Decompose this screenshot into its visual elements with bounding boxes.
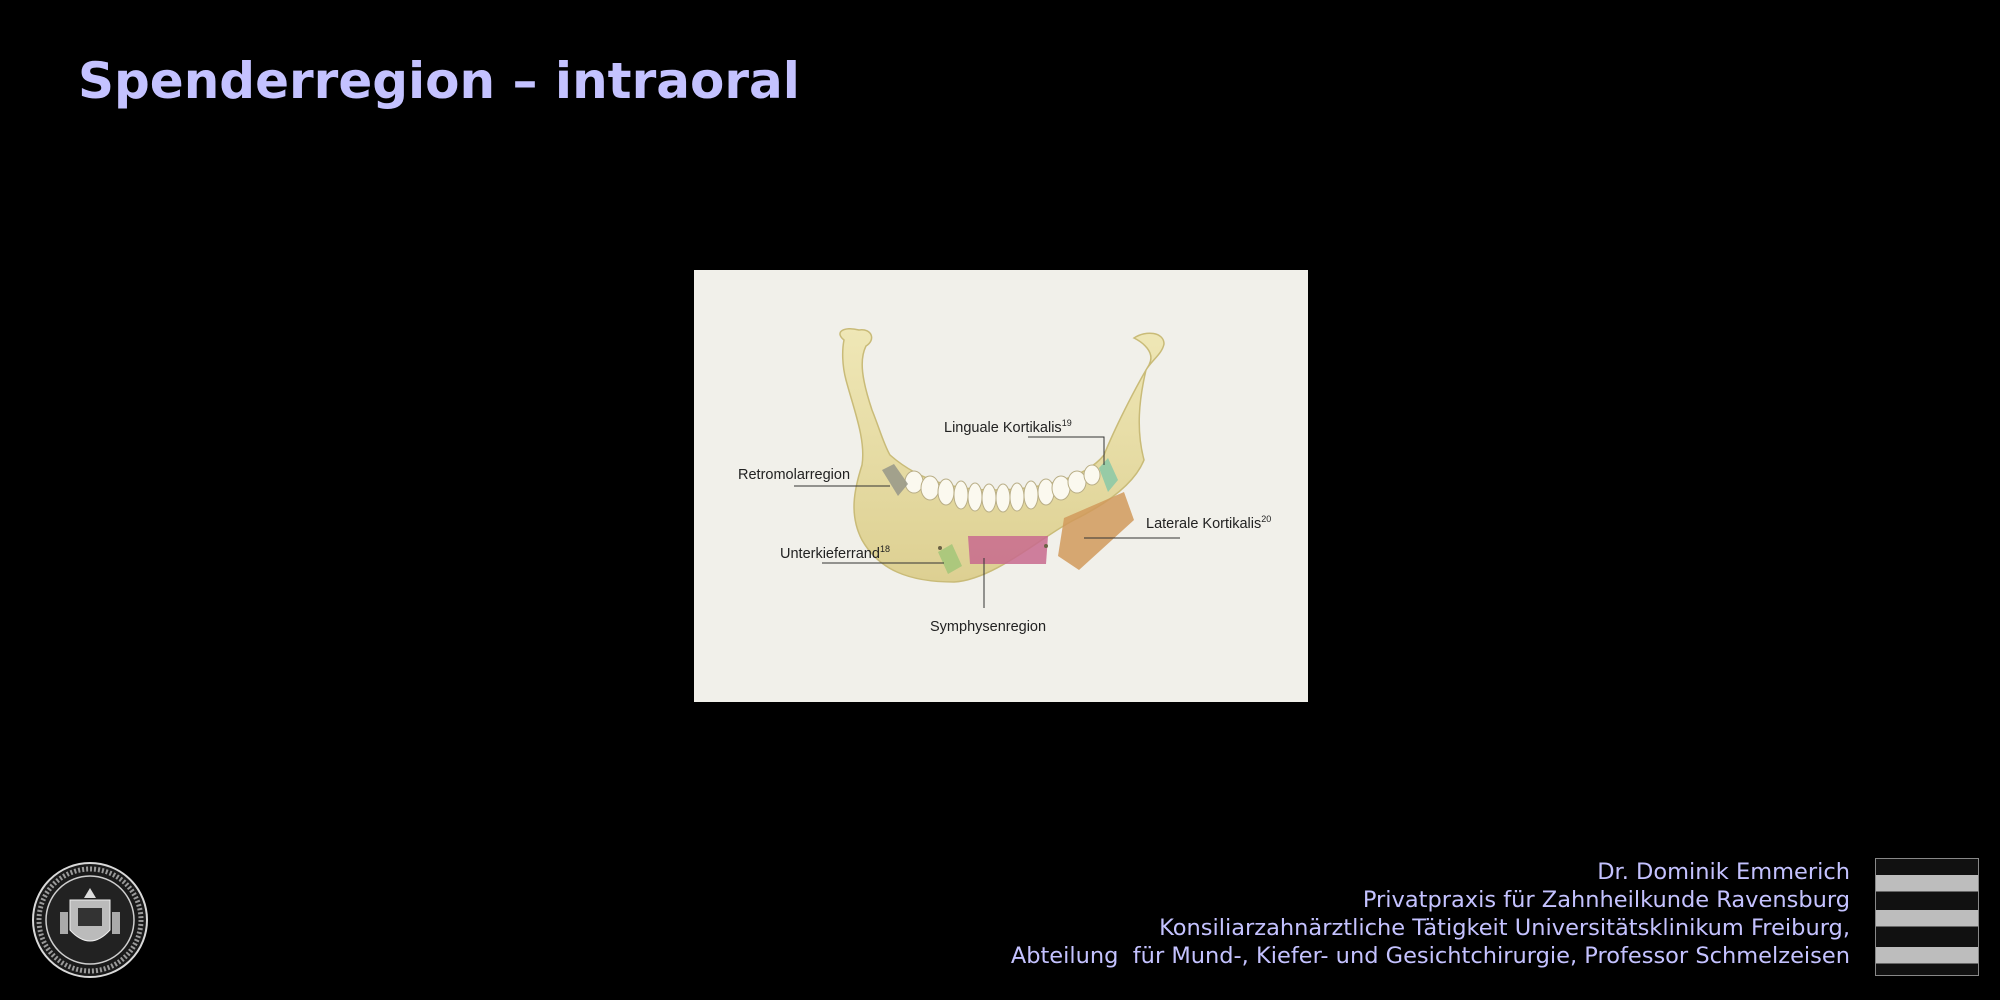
footer-line-name: Dr. Dominik Emmerich [1597, 859, 1850, 885]
label-unterkieferrand: Unterkieferrand$^{18}$ [780, 544, 890, 562]
symphysen-region [968, 536, 1048, 564]
university-seal-icon [30, 860, 150, 980]
mandible-figure [694, 270, 1308, 702]
footer-line-consult: Konsiliarzahnärztliche Tätigkeit Universitätsklinikum Freiburg, [1159, 915, 1850, 941]
slide-title: Spenderregion – intraoral [78, 52, 800, 110]
label-retromolarregion: Retromolarregion [738, 467, 851, 483]
label-linguale-kortikalis: Linguale Kortikalis$^{19}$ [944, 418, 1072, 436]
footer-credits [1011, 858, 1850, 970]
label-symphysenregion: Symphysenregion [930, 619, 1047, 635]
footer-line-department: Abteilung für Mund-, Kiefer- und Gesichtchirurgie, Professor Schmelzeisen [1010, 943, 1850, 969]
institution-stripe-logo-icon [1875, 858, 1979, 976]
mandible-illustration [694, 270, 1308, 702]
label-laterale-kortikalis: Laterale Kortikalis$^{20}$ [1146, 514, 1272, 532]
footer-line-practice: Privatpraxis für Zahnheilkunde Ravensburg [1362, 887, 1850, 913]
